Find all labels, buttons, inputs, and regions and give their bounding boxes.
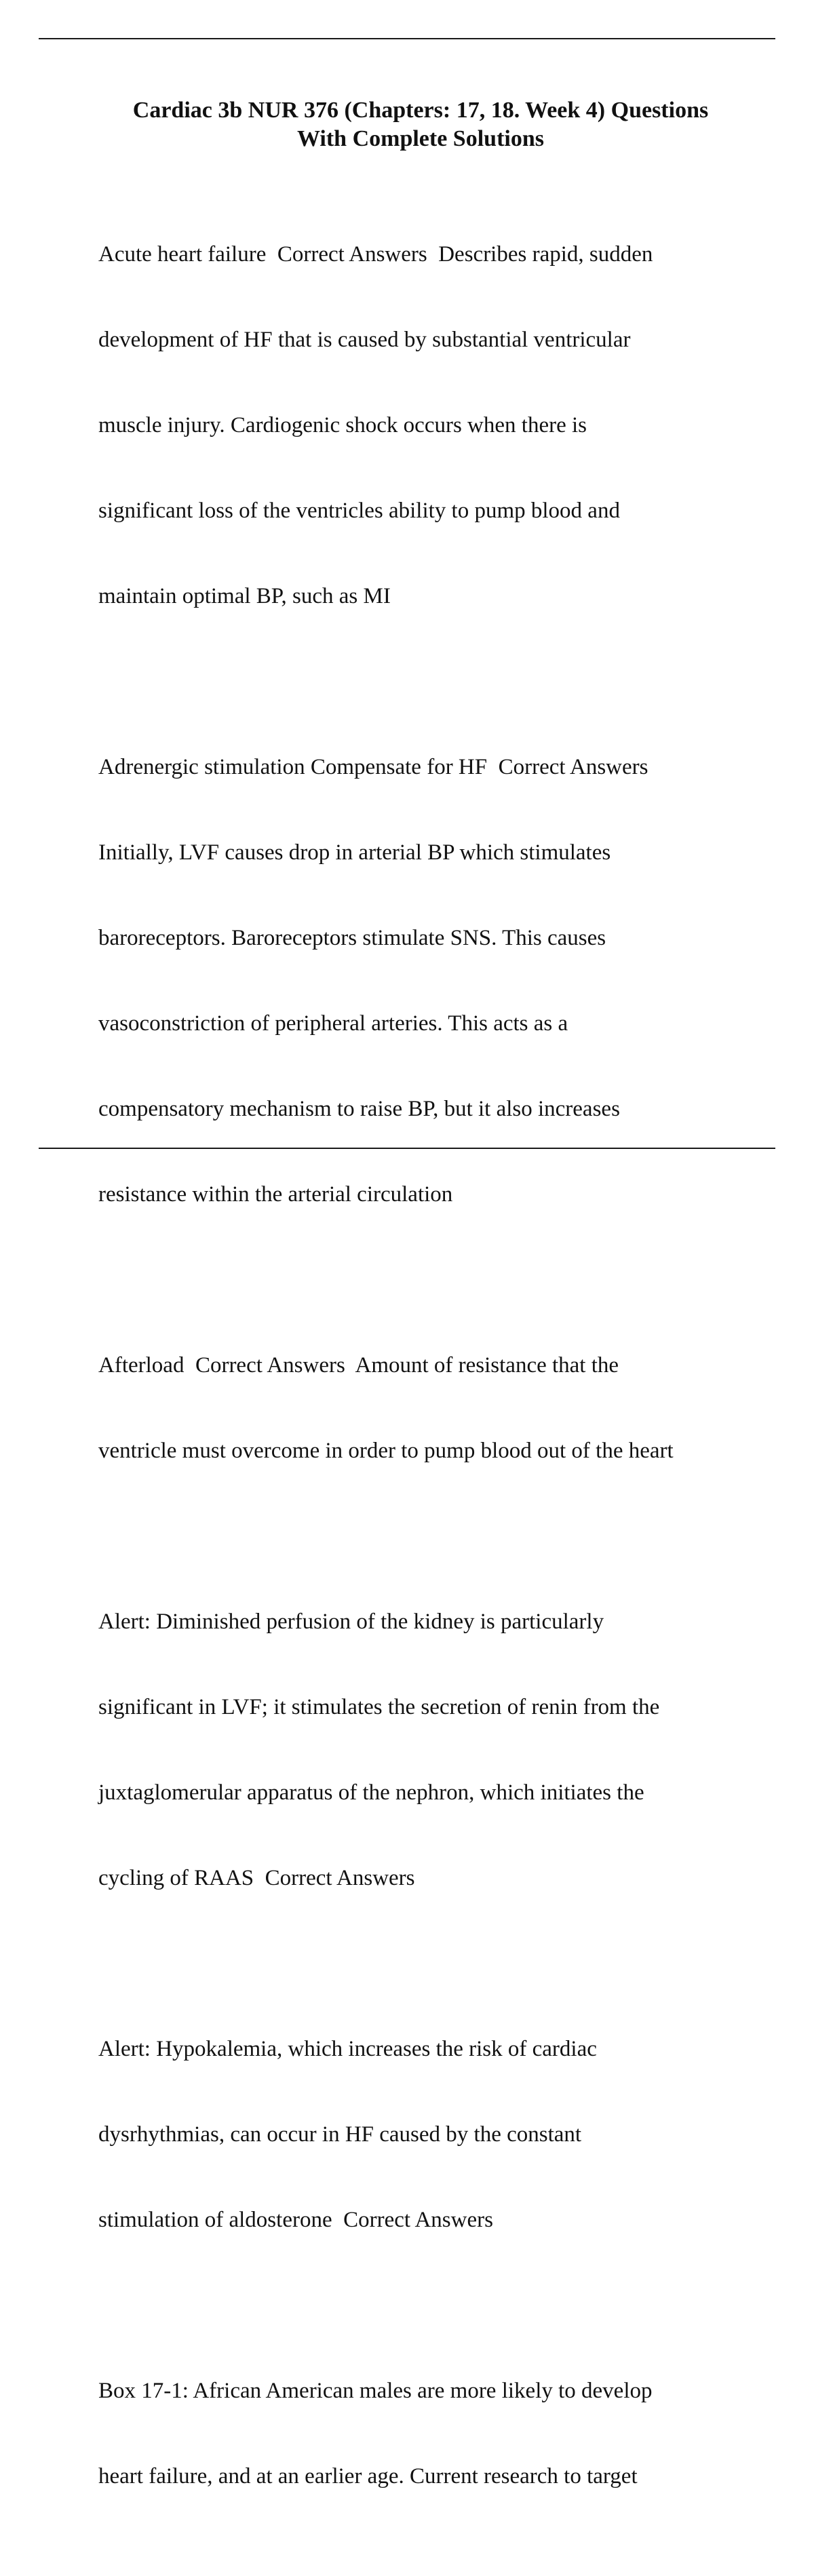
qa-entry-box-17-1 — [98, 2320, 750, 2548]
entry-line: Initially, LVF causes drop in arterial BP which stimulates — [98, 840, 611, 865]
title-line: With Complete Solutions — [297, 126, 544, 151]
page-title — [95, 96, 746, 153]
title-line: Cardiac 3b NUR 376 (Chapters: 17, 18. Week 4) Questions — [132, 98, 709, 123]
entry-line: juxtaglomerular apparatus of the nephron, which initiates the — [98, 1780, 644, 1805]
entry-line: compensatory mechanism to raise BP, but it also increases — [98, 1097, 620, 1121]
entry-line: baroreceptors. Baroreceptors stimulate SNS. This causes — [98, 926, 606, 950]
entry-line: ventricle must overcome in order to pump blood out of the heart — [98, 1439, 674, 1463]
entry-line: Acute heart failure Correct Answers Describes rapid, sudden — [98, 242, 653, 267]
qa-entry-adrenergic-stimulation — [98, 696, 750, 1266]
document-body — [98, 183, 750, 2576]
entry-line: Afterload Correct Answers Amount of resistance that the — [98, 1353, 619, 1378]
entry-line: muscle injury. Cardiogenic shock occurs when there is — [98, 413, 587, 437]
entry-line: maintain optimal BP, such as MI — [98, 584, 391, 608]
entry-line: cycling of RAAS Correct Answers — [98, 1866, 415, 1890]
top-rule — [39, 38, 775, 39]
entry-line: Alert: Diminished perfusion of the kidney is particularly — [98, 1609, 604, 1634]
entry-line: development of HF that is caused by substantial ventricular — [98, 328, 631, 352]
entry-line: Adrenergic stimulation Compensate for HF Correct Answers — [98, 755, 648, 779]
entry-line: stimulation of aldosterone Correct Answers — [98, 2208, 493, 2232]
entry-line: dysrhythmias, can occur in HF caused by the constant — [98, 2122, 582, 2147]
entry-line: heart failure, and at an earlier age. Current research to target — [98, 2464, 638, 2489]
entry-line: vasoconstriction of peripheral arteries. This acts as a — [98, 1011, 568, 1036]
qa-entry-acute-heart-failure — [98, 183, 750, 667]
qa-entry-alert-kidney-perfusion — [98, 1550, 750, 1949]
bottom-rule — [39, 1148, 775, 1149]
entry-line: Alert: Hypokalemia, which increases the risk of cardiac — [98, 2037, 597, 2061]
entry-line: significant loss of the ventricles ability to pump blood and — [98, 499, 620, 523]
entry-line: resistance within the arterial circulation — [98, 1182, 453, 1207]
qa-entry-alert-hypokalemia — [98, 1978, 750, 2291]
entry-line: significant in LVF; it stimulates the secretion of renin from the — [98, 1695, 660, 1719]
entry-line: Box 17-1: African American males are more likely to develop — [98, 2379, 653, 2403]
qa-entry-afterload — [98, 1294, 750, 1522]
